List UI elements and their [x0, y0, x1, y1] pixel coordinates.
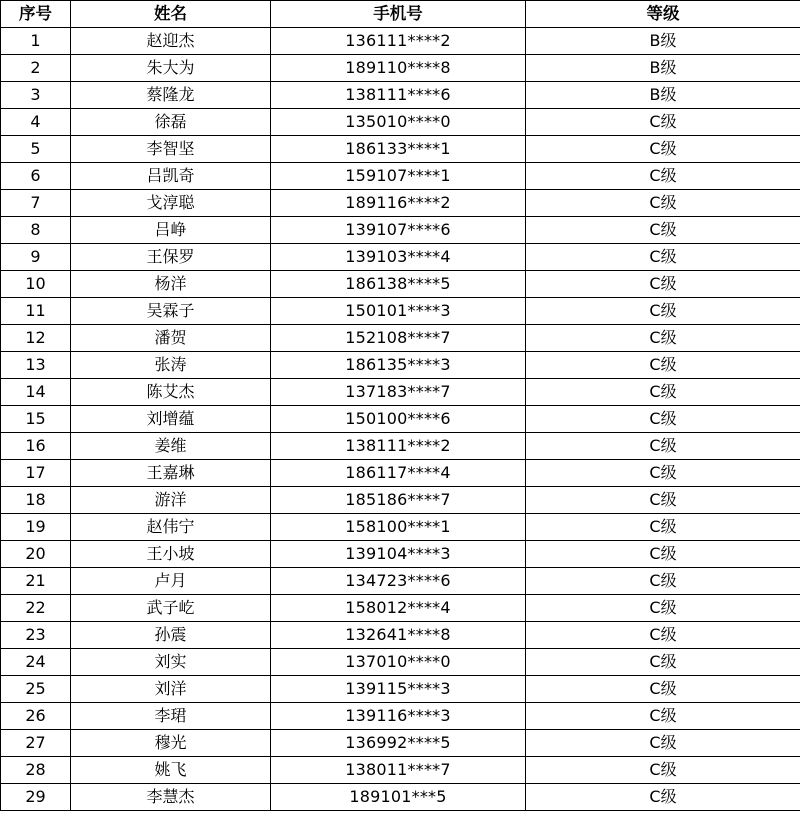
- cell-index: 8: [1, 217, 71, 244]
- cell-index: 16: [1, 433, 71, 460]
- cell-name: 刘实: [71, 649, 271, 676]
- cell-index: 26: [1, 703, 71, 730]
- cell-grade: B级: [526, 28, 800, 55]
- cell-grade: C级: [526, 163, 800, 190]
- cell-phone: 137183****7: [271, 379, 526, 406]
- cell-index: 7: [1, 190, 71, 217]
- cell-name: 蔡隆龙: [71, 82, 271, 109]
- cell-phone: 186135****3: [271, 352, 526, 379]
- cell-name: 赵迎杰: [71, 28, 271, 55]
- cell-grade: C级: [526, 433, 800, 460]
- cell-grade: C级: [526, 622, 800, 649]
- cell-grade: C级: [526, 595, 800, 622]
- cell-grade: C级: [526, 514, 800, 541]
- table-row: [1, 82, 800, 109]
- table-row: [1, 136, 800, 163]
- cell-name: 李慧杰: [71, 784, 271, 811]
- cell-phone: 139107****6: [271, 217, 526, 244]
- cell-name: 卢月: [71, 568, 271, 595]
- table-row: [1, 55, 800, 82]
- cell-phone: 139115****3: [271, 676, 526, 703]
- cell-index: 9: [1, 244, 71, 271]
- table-row: [1, 568, 800, 595]
- cell-index: 20: [1, 541, 71, 568]
- cell-index: 22: [1, 595, 71, 622]
- cell-phone: 185186****7: [271, 487, 526, 514]
- cell-phone: 138111****6: [271, 82, 526, 109]
- cell-index: 10: [1, 271, 71, 298]
- cell-name: 王小坡: [71, 541, 271, 568]
- cell-name: 吕凯奇: [71, 163, 271, 190]
- cell-index: 4: [1, 109, 71, 136]
- cell-grade: C级: [526, 757, 800, 784]
- table-row: [1, 406, 800, 433]
- cell-index: 5: [1, 136, 71, 163]
- cell-phone: 138011****7: [271, 757, 526, 784]
- cell-index: 25: [1, 676, 71, 703]
- cell-grade: C级: [526, 271, 800, 298]
- cell-name: 王嘉琳: [71, 460, 271, 487]
- cell-grade: C级: [526, 325, 800, 352]
- header-phone: 手机号: [271, 1, 526, 28]
- cell-phone: 138111****2: [271, 433, 526, 460]
- table-row: [1, 379, 800, 406]
- cell-phone: 150101****3: [271, 298, 526, 325]
- cell-phone: 132641****8: [271, 622, 526, 649]
- cell-index: 23: [1, 622, 71, 649]
- table-row: [1, 325, 800, 352]
- table-row: [1, 433, 800, 460]
- cell-grade: C级: [526, 352, 800, 379]
- cell-index: 1: [1, 28, 71, 55]
- cell-grade: C级: [526, 406, 800, 433]
- cell-index: 6: [1, 163, 71, 190]
- table-row: [1, 730, 800, 757]
- cell-index: 11: [1, 298, 71, 325]
- cell-index: 3: [1, 82, 71, 109]
- cell-phone: 139103****4: [271, 244, 526, 271]
- cell-phone: 189110****8: [271, 55, 526, 82]
- cell-name: 刘增蕴: [71, 406, 271, 433]
- cell-name: 李智坚: [71, 136, 271, 163]
- cell-name: 姚飞: [71, 757, 271, 784]
- table-row: [1, 190, 800, 217]
- cell-index: 28: [1, 757, 71, 784]
- table-row: [1, 298, 800, 325]
- cell-grade: C级: [526, 136, 800, 163]
- cell-grade: C级: [526, 298, 800, 325]
- cell-grade: C级: [526, 190, 800, 217]
- table-row: [1, 595, 800, 622]
- table-row: [1, 622, 800, 649]
- table-row: [1, 163, 800, 190]
- cell-index: 12: [1, 325, 71, 352]
- cell-name: 王保罗: [71, 244, 271, 271]
- cell-name: 张涛: [71, 352, 271, 379]
- header-row: [1, 1, 800, 28]
- cell-grade: C级: [526, 730, 800, 757]
- table-row: [1, 676, 800, 703]
- cell-phone: 158100****1: [271, 514, 526, 541]
- cell-name: 孙震: [71, 622, 271, 649]
- cell-index: 13: [1, 352, 71, 379]
- cell-name: 徐磊: [71, 109, 271, 136]
- cell-grade: C级: [526, 568, 800, 595]
- cell-index: 2: [1, 55, 71, 82]
- cell-phone: 158012****4: [271, 595, 526, 622]
- cell-index: 24: [1, 649, 71, 676]
- cell-phone: 136992****5: [271, 730, 526, 757]
- header-name: 姓名: [71, 1, 271, 28]
- cell-name: 刘洋: [71, 676, 271, 703]
- cell-index: 21: [1, 568, 71, 595]
- table-row: [1, 649, 800, 676]
- header-index: 序号: [1, 1, 71, 28]
- cell-name: 穆光: [71, 730, 271, 757]
- cell-phone: 135010****0: [271, 109, 526, 136]
- cell-index: 15: [1, 406, 71, 433]
- cell-grade: C级: [526, 784, 800, 811]
- cell-name: 朱大为: [71, 55, 271, 82]
- cell-name: 杨洋: [71, 271, 271, 298]
- cell-grade: C级: [526, 541, 800, 568]
- cell-name: 赵伟宁: [71, 514, 271, 541]
- cell-grade: C级: [526, 649, 800, 676]
- cell-grade: B级: [526, 82, 800, 109]
- cell-name: 陈艾杰: [71, 379, 271, 406]
- table-row: [1, 541, 800, 568]
- cell-index: 29: [1, 784, 71, 811]
- table-row: [1, 28, 800, 55]
- cell-index: 17: [1, 460, 71, 487]
- cell-index: 18: [1, 487, 71, 514]
- cell-phone: 189101***5: [271, 784, 526, 811]
- cell-name: 游洋: [71, 487, 271, 514]
- cell-phone: 139116****3: [271, 703, 526, 730]
- cell-grade: B级: [526, 55, 800, 82]
- cell-name: 李珺: [71, 703, 271, 730]
- table-row: [1, 109, 800, 136]
- cell-name: 姜维: [71, 433, 271, 460]
- cell-index: 19: [1, 514, 71, 541]
- table-row: [1, 460, 800, 487]
- cell-name: 吕峥: [71, 217, 271, 244]
- cell-phone: 139104****3: [271, 541, 526, 568]
- cell-phone: 152108****7: [271, 325, 526, 352]
- cell-grade: C级: [526, 109, 800, 136]
- cell-name: 武子屹: [71, 595, 271, 622]
- table-row: [1, 514, 800, 541]
- cell-grade: C级: [526, 676, 800, 703]
- table-row: [1, 703, 800, 730]
- cell-grade: C级: [526, 487, 800, 514]
- header-grade: 等级: [526, 1, 800, 28]
- cell-grade: C级: [526, 703, 800, 730]
- cell-index: 27: [1, 730, 71, 757]
- cell-grade: C级: [526, 379, 800, 406]
- table-row: [1, 757, 800, 784]
- cell-index: 14: [1, 379, 71, 406]
- table-row: [1, 217, 800, 244]
- cell-phone: 136111****2: [271, 28, 526, 55]
- cell-grade: C级: [526, 244, 800, 271]
- table-header: [1, 1, 800, 28]
- cell-phone: 150100****6: [271, 406, 526, 433]
- cell-name: 潘贺: [71, 325, 271, 352]
- table-row: [1, 244, 800, 271]
- table-row: [1, 784, 800, 811]
- table-row: [1, 271, 800, 298]
- table-body: [1, 28, 800, 811]
- cell-phone: 186133****1: [271, 136, 526, 163]
- cell-grade: C级: [526, 217, 800, 244]
- table-row: [1, 487, 800, 514]
- cell-name: 吴霖子: [71, 298, 271, 325]
- table-row: [1, 352, 800, 379]
- cell-phone: 186117****4: [271, 460, 526, 487]
- cell-phone: 137010****0: [271, 649, 526, 676]
- cell-phone: 189116****2: [271, 190, 526, 217]
- cell-name: 戈淳聪: [71, 190, 271, 217]
- cell-phone: 159107****1: [271, 163, 526, 190]
- cell-grade: C级: [526, 460, 800, 487]
- cell-phone: 186138****5: [271, 271, 526, 298]
- cell-phone: 134723****6: [271, 568, 526, 595]
